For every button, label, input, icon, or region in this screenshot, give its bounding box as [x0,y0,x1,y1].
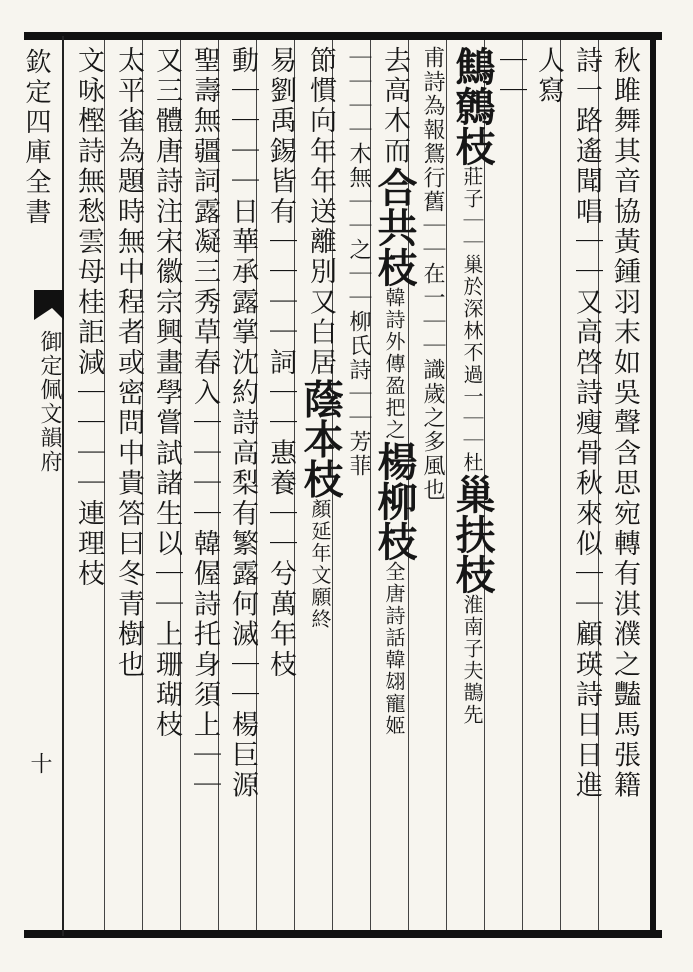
fishtail-mark-icon [34,290,64,320]
text-column-3: 人寫 [533,46,564,107]
headword: 巢扶枝 [449,474,496,594]
fold-line [62,36,64,936]
text-column-2: 詩一路遙聞唱｜｜又高啓詩瘦骨秋來似｜｜顧瑛詩日日進 [571,46,602,801]
text-column-15: 文咏樫詩無愁雲母桂詎減｜｜｜｜連理枝 [73,46,104,590]
annotation: 全唐詩話韓翃寵姬 [382,560,406,737]
text-column-8: ｜｜｜｜木無｜｜之｜｜柳氏詩｜｜芳菲 [346,46,371,478]
top-border [24,32,662,40]
text-column-6: 甫詩為報鴛行舊｜｜在一｜｜識歲之多風也 [420,46,445,502]
headword: 蔭本枝 [297,378,344,499]
text-column-4: ｜｜ [495,46,526,107]
headword: 合共枝 [371,166,418,287]
text-column-9 [294,46,344,926]
volume-title: 御定佩文韻府 [37,330,62,474]
annotation: 莊子｜｜巢於深林不過一｜｜杜 [460,166,484,474]
annotation: 顏延年文願終 [308,498,332,631]
book-title: 欽定四庫全書 [21,48,51,228]
headword: 楊柳枝 [371,440,418,561]
right-border [650,32,656,938]
bottom-border [24,930,662,938]
text-column-12: 聖壽無疆詞露凝三秀草春入｜｜｜｜韓偓詩托身須上｜｜ [189,46,220,801]
text-column-14: 太平雀為題時無中程者或密問中貴答曰冬青樹也 [113,46,144,681]
page-number: 十 [27,752,52,774]
annotation: 淮南子夫鵲先 [460,594,484,726]
headword: 鷦鷯枝 [449,46,496,166]
text-segment: 節慣向年年送離別又白居 [305,46,336,379]
annotation: 韓詩外傳盈把之 [382,286,406,441]
text-column-13: 又三體唐詩注宋徽宗興畫學嘗試諸生以｜｜上珊瑚枝 [151,46,182,741]
text-column-11: 動｜｜｜｜日華承露掌沈約詩高梨有繁露何滅｜｜楊巨源 [227,46,258,801]
text-segment: 去高木而 [379,46,410,167]
text-column-10: 易劉禹錫皆有｜｜｜｜詞｜｜惠養｜｜兮萬年枝 [265,46,296,681]
text-column-1: 秋雎舞其音協黃鍾羽末如吳聲含思宛轉有淇濮之豔馬張籍 [609,46,640,801]
